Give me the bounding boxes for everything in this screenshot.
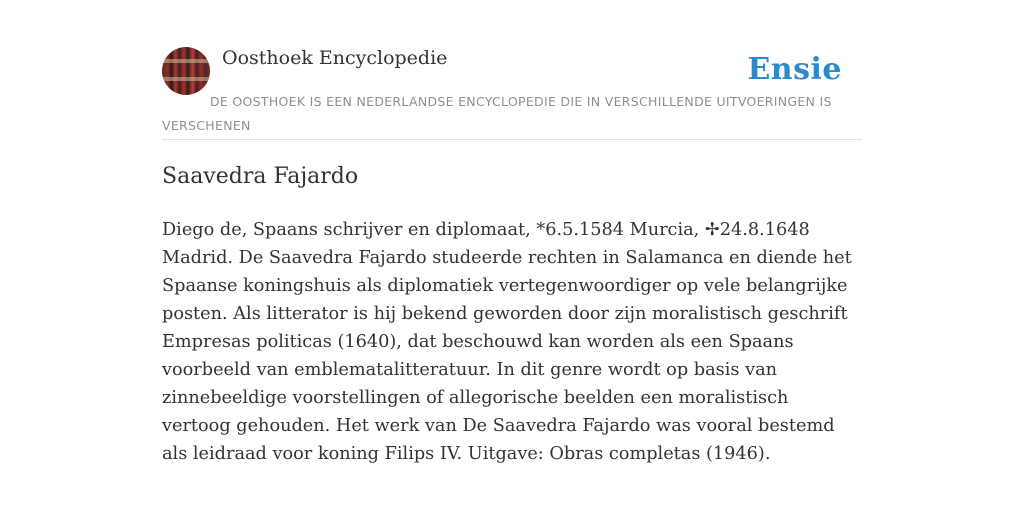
encyclopedia-avatar[interactable] bbox=[162, 47, 210, 95]
header-divider bbox=[162, 139, 862, 140]
brand-logo[interactable]: Ensie bbox=[747, 52, 842, 87]
tagline: DE OOSTHOEK IS EEN NEDERLANDSE ENCYCLOPEDIE DIE IN VERSCHILLENDE UITVOERINGEN IS VERSCHENEN bbox=[162, 94, 832, 133]
article-body: Diego de, Spaans schrijver en diplomaat, *6.5.1584 Murcia, ✢24.8.1648 Madrid. De Saavedra Fajardo studeerde rechten in Salamanca en diende het Spaanse koningshuis als diplomatiek vertegenwoordiger op vele belangrijke posten. Als litterator is hij bekend geworden door zijn moralistisch geschrift Empresas politicas (1640), dat beschouwd kan worden als een Spaans voorbeeld van emblematalitteratuur. In dit genre wordt op basis van zinnebeeldige voorstellingen of allegorische beelden een moralistisch vertoog gehouden. Het werk van De Saavedra Fajardo was vooral bestemd als leidraad voor koning Filips IV. Uitgave: Obras completas (1946). bbox=[162, 220, 852, 464]
site-title[interactable]: Oosthoek Encyclopedie bbox=[222, 47, 448, 69]
article-title: Saavedra Fajardo bbox=[162, 164, 359, 189]
